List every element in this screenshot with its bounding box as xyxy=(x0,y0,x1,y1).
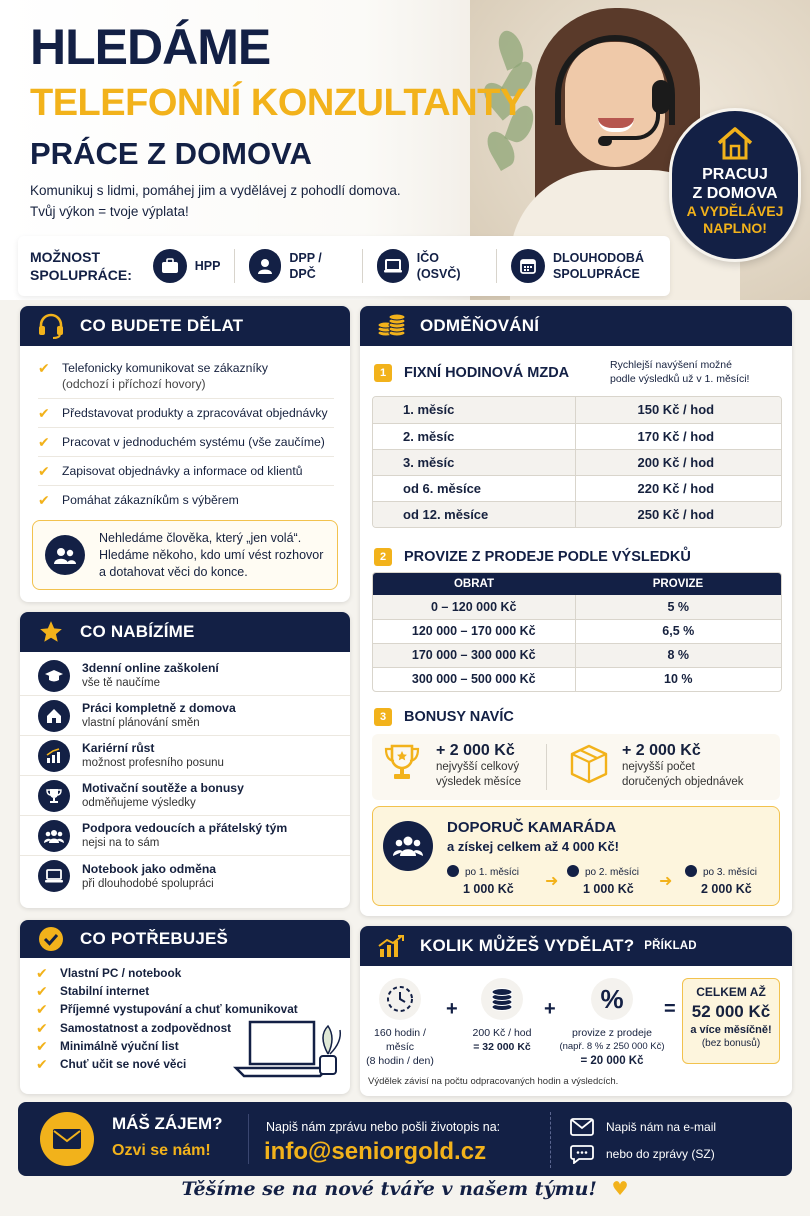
bonus-desc-1: nejvyšší celkový xyxy=(436,761,520,773)
offer-title-text: 3denní online zaškolení xyxy=(82,661,219,675)
offer-title-text: Kariérní růst xyxy=(82,741,155,755)
section-number: 2 xyxy=(374,548,392,566)
offer-sub-text: vše tě naučíme xyxy=(82,677,160,689)
need-text: Vlastní PC / notebook xyxy=(60,966,182,980)
laptop-illustration-icon xyxy=(232,1016,344,1088)
email-link[interactable]: info@seniorgold.cz xyxy=(264,1138,487,1165)
reward-title: ODMĚŇOVÁNÍ xyxy=(420,316,540,335)
list-item xyxy=(38,399,334,428)
list-item xyxy=(38,428,334,457)
task-text: Pomáhat zákazníkům s výběrem xyxy=(62,493,239,507)
table-row xyxy=(373,423,781,449)
offer-sub-text: při dlouhodobé spolupráci xyxy=(82,877,214,890)
list-item xyxy=(20,856,350,896)
person-icon xyxy=(447,865,459,877)
coop-option-label: HPP xyxy=(194,259,221,273)
badge-line-1: PRACUJ xyxy=(702,166,768,183)
step-label: po 2. měsíci xyxy=(585,867,639,878)
rate-line-1: 200 Kč / hod xyxy=(472,1027,532,1039)
mail-icon xyxy=(570,1118,594,1136)
rate-cell: 220 Kč / hod xyxy=(575,475,781,501)
col-turnover: OBRAT xyxy=(373,573,575,595)
coins-icon xyxy=(481,978,523,1020)
work-from-home-badge xyxy=(669,108,801,262)
bonus-desc-2: výsledek měsíce xyxy=(436,776,522,788)
offer-sub-text: nejsi na to sám xyxy=(82,837,160,849)
message-contact[interactable] xyxy=(570,1144,715,1164)
step-value: 1 000 Kč xyxy=(583,882,634,896)
commission-cell: 8 % xyxy=(575,643,781,667)
task-text: Zapisovat objednávky a informace od klientů xyxy=(62,464,303,478)
equals-sign: = xyxy=(664,998,676,1020)
check-icon: ✔ xyxy=(36,1056,48,1073)
offer-title-text: Motivační soutěže a bonusy xyxy=(82,781,244,795)
section-number: 1 xyxy=(374,364,392,382)
badge-line-4: NAPLNO! xyxy=(703,220,767,236)
table-row xyxy=(373,643,781,667)
task-list xyxy=(20,346,350,514)
comm-line-3: = 20 000 Kč xyxy=(580,1055,644,1067)
badge-line-2: Z DOMOVA xyxy=(692,185,778,202)
earnings-header xyxy=(360,926,792,966)
check-icon: ✔ xyxy=(36,965,48,981)
percent-icon: % xyxy=(591,978,633,1020)
commission-cell: 5 % xyxy=(575,595,781,619)
list-item xyxy=(38,354,334,399)
check-icon: ✔ xyxy=(36,983,48,1000)
tasks-header xyxy=(20,306,350,346)
coop-longterm-line-2: SPOLUPRÁCE xyxy=(553,267,640,281)
tasks-panel xyxy=(20,306,350,602)
total-box xyxy=(682,978,780,1064)
offer-sub-text: odměňujeme výsledky xyxy=(82,797,196,809)
offer-header xyxy=(20,612,350,652)
message-contact-label: nebo do zprávy (SZ) xyxy=(606,1147,715,1161)
commission-title: PROVIZE Z PRODEJE PODLE VÝSLEDKŮ xyxy=(404,549,691,565)
coop-option-ico xyxy=(377,249,482,283)
home-icon xyxy=(38,700,70,732)
divider xyxy=(496,249,497,283)
referral-step xyxy=(567,865,667,896)
team-icon xyxy=(38,820,70,852)
commission-cell: 6,5 % xyxy=(575,619,781,643)
need-text: Stabilní internet xyxy=(60,984,150,999)
earnings-title-suffix: PŘÍKLAD xyxy=(644,940,697,952)
team-icon xyxy=(383,821,433,871)
col-commission: PROVIZE xyxy=(575,573,781,595)
rate-cell: 170 Kč / hod xyxy=(575,423,781,449)
footer-question: MÁŠ ZÁJEM? xyxy=(112,1114,223,1133)
quote-line-3: a dotahovat věci do konce. xyxy=(99,564,248,579)
calc-hours xyxy=(362,978,438,1068)
check-icon: ✔ xyxy=(38,405,50,421)
cooperation-label-line-1: MOŽNOST xyxy=(30,249,100,265)
earnings-panel xyxy=(360,926,792,1096)
note-line-2: podle výsledků už v 1. měsíci! xyxy=(610,373,750,385)
title-line-1: HLEDÁME xyxy=(30,19,271,75)
needs-panel xyxy=(20,920,350,1094)
coop-option-label xyxy=(553,250,644,282)
earnings-title: KOLIK MŮŽEŠ VYDĚLAT? xyxy=(420,936,635,955)
need-text: Minimálně výuční list xyxy=(60,1038,179,1053)
bonus-heading xyxy=(374,708,514,726)
clock-icon xyxy=(379,978,421,1020)
offer-list xyxy=(20,652,350,896)
reward-panel xyxy=(360,306,792,916)
turnover-cell: 300 000 – 500 000 Kč xyxy=(373,667,575,691)
bonus-desc-1: nejvyšší počet xyxy=(622,761,695,773)
total-value: 52 000 Kč xyxy=(691,1002,771,1021)
trophy-icon xyxy=(38,780,70,812)
task-text: Pracovat v jednoduchém systému (vše zaučíme) xyxy=(62,435,325,449)
offer-sub-text: vlastní plánování směn xyxy=(82,717,200,729)
bonus-most-orders xyxy=(568,742,743,790)
list-item xyxy=(20,964,350,982)
quote-line-1: Nehledáme člověka, který „jen volá“. xyxy=(99,530,302,545)
intro-text xyxy=(30,180,450,222)
task-sub: (odchozí i příchozí hovory) xyxy=(62,377,206,391)
list-item xyxy=(20,982,350,1000)
email-contact[interactable] xyxy=(570,1118,716,1136)
cooperation-label-line-2: SPOLUPRÁCE: xyxy=(30,267,132,283)
referral-step xyxy=(447,865,547,896)
total-line-2: a více měsíčně! xyxy=(690,1024,772,1036)
bonus-box xyxy=(372,734,780,800)
star-icon xyxy=(36,617,66,647)
step-label: po 1. měsíci xyxy=(465,867,519,878)
person-icon xyxy=(249,249,281,283)
check-icon: ✔ xyxy=(38,492,50,508)
coop-option-longterm xyxy=(511,249,644,283)
period-cell: od 6. měsíce xyxy=(373,475,575,501)
total-label: CELKEM AŽ xyxy=(696,985,766,999)
intro-line-2: Tvůj výkon = tvoje výplata! xyxy=(30,204,189,219)
person-icon xyxy=(567,865,579,877)
turnover-cell: 0 – 120 000 Kč xyxy=(373,595,575,619)
table-row xyxy=(373,397,781,423)
hero-section xyxy=(0,0,810,300)
title-line-3: PRÁCE Z DOMOVA xyxy=(30,136,312,171)
offer-title-text: Notebook jako odměna xyxy=(82,861,217,876)
badge-line-3: A VYDĚLÁVEJ xyxy=(686,203,784,219)
period-cell: 2. měsíc xyxy=(373,423,575,449)
needs-title: CO POTŘEBUJEŠ xyxy=(80,929,229,948)
graduation-cap-icon xyxy=(38,660,70,692)
chat-bubble-icon xyxy=(570,1144,594,1164)
commission-heading xyxy=(374,548,691,566)
list-item xyxy=(20,736,350,776)
cooperation-label xyxy=(30,248,153,284)
check-icon: ✔ xyxy=(38,434,50,450)
rate-line-2: = 32 000 Kč xyxy=(473,1041,531,1053)
note-line-1: Rychlejší navýšení možné xyxy=(610,359,732,371)
calc-commission xyxy=(558,978,666,1068)
table-header-row xyxy=(373,573,781,595)
earnings-note: Výdělek závisí na počtu odpracovaných hodin a výsledcích. xyxy=(368,1076,619,1087)
intro-line-1: Komunikuj s lidmi, pomáhej jim a vydělávej z pohodlí domova. xyxy=(30,183,401,198)
period-cell: od 12. měsíce xyxy=(373,501,575,527)
step-value: 2 000 Kč xyxy=(701,882,752,896)
fixed-wage-note xyxy=(610,358,749,386)
referral-subtitle: a získej celkem až 4 000 Kč! xyxy=(447,839,620,854)
table-row xyxy=(373,619,781,643)
need-text: Chuť učit se nové věci xyxy=(60,1057,187,1072)
tasks-title: CO BUDETE DĚLAT xyxy=(80,316,244,335)
cooperation-options xyxy=(18,236,670,296)
list-item xyxy=(38,486,334,514)
reward-header xyxy=(360,306,792,346)
table-row xyxy=(373,475,781,501)
comm-line-2: (např. 8 % z 250 000 Kč) xyxy=(559,1041,665,1052)
check-icon: ✔ xyxy=(36,1001,48,1018)
envelope-icon xyxy=(40,1112,94,1166)
referral-step xyxy=(685,865,777,896)
check-icon: ✔ xyxy=(38,360,50,376)
arrow-right-icon: ➜ xyxy=(545,873,559,890)
trophy-icon xyxy=(382,742,422,784)
rate-cell: 250 Kč / hod xyxy=(575,501,781,527)
offer-panel xyxy=(20,612,350,908)
bonus-best-result xyxy=(382,742,521,790)
wage-table xyxy=(372,396,782,528)
section-number: 3 xyxy=(374,708,392,726)
briefcase-icon xyxy=(153,249,187,283)
offer-title: CO NABÍZÍME xyxy=(80,622,195,641)
plus-sign: + xyxy=(544,998,556,1020)
needs-header xyxy=(20,920,350,958)
footer-send-text: Napiš nám zprávu nebo pošli životopis na: xyxy=(266,1120,501,1134)
offer-sub-text: možnost profesního posunu xyxy=(82,757,224,769)
table-row xyxy=(373,501,781,527)
notebook-icon xyxy=(38,860,70,892)
footer-cta: Ozvi se nám! xyxy=(112,1142,211,1159)
tagline xyxy=(0,1178,810,1200)
list-item xyxy=(20,696,350,736)
coop-option-dpp xyxy=(249,249,347,283)
check-icon: ✔ xyxy=(38,463,50,479)
turnover-cell: 120 000 – 170 000 Kč xyxy=(373,619,575,643)
headset-earpiece xyxy=(652,80,670,114)
quote-line-2: Hledáme někoho, kdo umí vést rozhovor xyxy=(99,547,324,562)
divider xyxy=(546,744,547,790)
check-icon: ✔ xyxy=(36,1019,48,1036)
table-row xyxy=(373,667,781,691)
check-circle-icon xyxy=(36,924,66,954)
coop-option-hpp xyxy=(153,249,221,283)
divider xyxy=(248,1114,249,1164)
headset-icon xyxy=(36,311,66,341)
need-text: Samostatnost a zodpovědnost xyxy=(60,1020,232,1035)
rate-cell: 150 Kč / hod xyxy=(575,397,781,423)
bonus-value: + 2 000 Kč xyxy=(436,742,515,759)
table-row xyxy=(373,595,781,619)
referral-box xyxy=(372,806,780,906)
mic-tip xyxy=(598,136,612,146)
list-item xyxy=(20,776,350,816)
fixed-wage-heading xyxy=(374,364,569,382)
offer-title-text: Práci kompletně z domova xyxy=(82,701,236,715)
arrow-right-icon: ➜ xyxy=(659,873,673,890)
list-item xyxy=(20,656,350,696)
coop-option-label: DPP / DPČ xyxy=(289,251,322,281)
check-icon: ✔ xyxy=(36,1037,48,1054)
coop-option-label: IČO (OSVČ) xyxy=(416,251,461,281)
bonus-value: + 2 000 Kč xyxy=(622,742,701,759)
email-contact-label: Napiš nám na e-mail xyxy=(606,1120,717,1134)
need-text: Příjemné vystupování a chuť komunikovat xyxy=(60,1002,298,1017)
step-label: po 3. měsíci xyxy=(703,867,757,878)
tagline-text: Těšíme se na nové tváře v našem týmu! xyxy=(181,1178,597,1200)
total-line-3: (bez bonusů) xyxy=(701,1038,761,1049)
offer-title-text: Podpora vedoucích a přátelský tým xyxy=(82,821,288,835)
team-talk-icon xyxy=(45,535,85,575)
task-text: Představovat produkty a zpracovávat objednávky xyxy=(62,406,328,420)
contact-footer xyxy=(18,1102,792,1176)
list-item xyxy=(20,816,350,856)
turnover-cell: 170 000 – 300 000 Kč xyxy=(373,643,575,667)
bonus-desc-2: doručených objednávek xyxy=(622,776,744,788)
divider xyxy=(362,249,363,283)
heart-icon: ♥ xyxy=(611,1178,629,1200)
package-icon xyxy=(568,742,610,784)
hours-line-1: 160 hodin / měsíc xyxy=(374,1027,426,1053)
laptop-icon xyxy=(377,249,409,283)
person-icon xyxy=(685,865,697,877)
quote-text xyxy=(99,530,323,581)
step-value: 1 000 Kč xyxy=(463,882,514,896)
hours-line-2: (8 hodin / den) xyxy=(366,1055,434,1067)
coins-icon xyxy=(376,311,406,341)
calc-rate xyxy=(464,978,540,1054)
coop-longterm-line-1: DLOUHODOBÁ xyxy=(553,251,644,265)
commission-table xyxy=(372,572,782,692)
divider xyxy=(234,249,235,283)
period-cell: 1. měsíc xyxy=(373,397,575,423)
title-line-2: TELEFONNÍ KONZULTANTY xyxy=(30,82,525,124)
rate-cell: 200 Kč / hod xyxy=(575,449,781,475)
fixed-wage-title: FIXNÍ HODINOVÁ MZDA xyxy=(404,365,570,381)
referral-title: DOPORUČ KAMARÁDA xyxy=(447,819,617,836)
plus-sign: + xyxy=(446,998,458,1020)
table-row xyxy=(373,449,781,475)
comm-line-1: provize z prodeje xyxy=(572,1027,652,1039)
task-text: Telefonicky komunikovat se zákazníky xyxy=(62,361,268,375)
period-cell: 3. měsíc xyxy=(373,449,575,475)
bonus-title: BONUSY NAVÍC xyxy=(404,709,514,725)
list-item xyxy=(38,457,334,486)
commission-cell: 10 % xyxy=(664,672,693,687)
growth-chart-icon xyxy=(376,931,406,961)
calendar-icon xyxy=(511,249,545,283)
divider xyxy=(550,1112,551,1168)
growth-chart-icon xyxy=(38,740,70,772)
house-icon xyxy=(715,125,755,161)
quote-box xyxy=(32,520,338,590)
